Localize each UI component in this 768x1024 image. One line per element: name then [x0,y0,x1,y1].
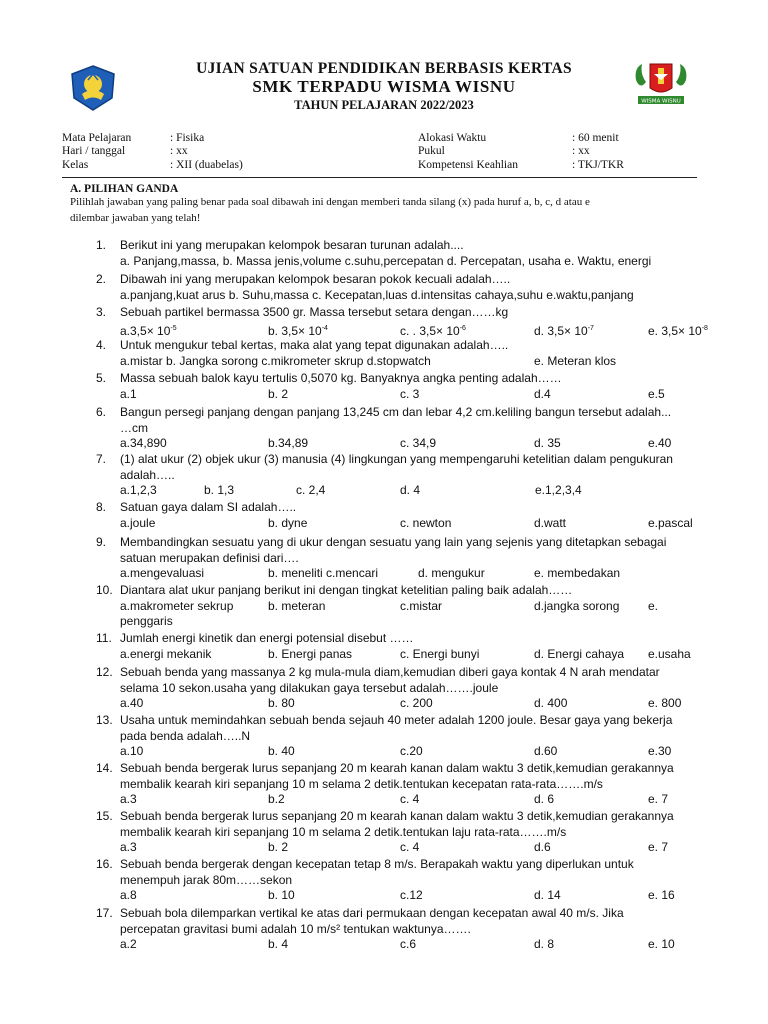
info-label: Pukul [418,145,445,158]
answer-option[interactable]: b. 2 [268,386,289,401]
answer-option[interactable]: d. 400 [534,696,568,710]
question-text: satuan merupakan definisi dari…. [120,550,299,565]
question-number: 3. [96,305,107,319]
info-value: : Fisika [170,132,205,144]
answer-option[interactable]: d. Energi cahaya [534,646,625,661]
answer-option[interactable]: b. 80 [268,696,295,710]
header-divider [62,177,697,178]
answer-option[interactable]: c. 4 [400,840,420,854]
answer-option[interactable]: d. 8 [534,937,555,951]
section-title: A. PILIHAN GANDA [70,183,179,195]
question-text: (1) alat ukur (2) objek ukur (3) manusia (4) lingkungan yang mempengaruhi ketelitian dalam pengukuran [120,452,673,466]
question-text: selama 10 sekon.usaha yang dilakukan gaya tersebut adalah…….joule [120,680,499,695]
answer-option[interactable]: d.60 [534,744,558,758]
answer-option[interactable]: e.1,2,3,4 [535,483,582,497]
answer-option[interactable]: e. 16 [648,888,675,902]
info-value: : TKJ/TKR [572,158,624,171]
question-number: 14. [96,761,113,775]
answer-option[interactable]: d. 14 [534,888,561,902]
exponent: -8 [701,324,708,332]
answer-option[interactable]: b. $3,5\times 10^{-4}$ [268,323,328,338]
answer-option[interactable]: c. 4 [400,792,420,806]
info-right [418,132,624,172]
answer-option[interactable]: b. 40 [268,744,295,758]
question-number: 16. [96,857,113,871]
answer-option[interactable]: e.pascal [648,515,693,530]
answer-option[interactable]: d. mengukur [418,566,485,580]
question-text: Sebuah benda bergerak lurus sepanjang 20 m kearah kanan dalam waktu 3 detik,kemudian gerakannya [120,761,674,775]
answer-option[interactable]: d. 4 [400,483,421,497]
exponent: -4 [321,324,328,332]
answer-option[interactable]: c. 34,9 [400,436,437,450]
answer-option[interactable]: d. $3,5\times 10^{-7}$ [534,323,594,338]
answer-option[interactable]: a. Panjang,massa, b. Massa jenis,volume c.suhu,percepatan d. Percepatan, usaha e. Waktu, energi [120,253,652,268]
header-line-1: UJIAN SATUAN PENDIDIKAN BERBASIS KERTAS [196,60,572,77]
answer-option[interactable]: c. Energi bunyi [400,646,480,661]
answer-option-continued: penggaris [120,614,173,628]
question-text: menempuh jarak 80m……sekon [120,872,293,887]
question-text: Usaha untuk memindahkan sebuah benda sejauh 40 meter adalah 1200 joule. Besar gaya yang bekerja [120,713,673,727]
question-number: 10. [96,583,113,597]
question-number: 12. [96,665,113,679]
exam-header [0,60,768,114]
answer-option[interactable]: e. membedakan [534,566,621,580]
answer-option[interactable]: e. 7 [648,840,669,854]
info-value: : xx [170,145,188,158]
answer-option[interactable]: e. Meteran klos [534,353,617,368]
answer-option[interactable]: a.mistar b. Jangka sorong c.mikrometer skrup d.stopwatch [120,353,431,368]
answer-option[interactable]: a.joule [120,515,156,530]
exponent: -5 [170,324,177,332]
question-text: Sebuah benda yang massanya 2 kg mula-mula diam,kemudian diberi gaya kontak 4 N arah mendatar [120,665,660,679]
answer-option[interactable]: d.jangka sorong [534,598,620,613]
info-value: : XII (duabelas) [170,158,243,171]
answer-option[interactable]: a.1,2,3 [120,483,157,497]
answer-option[interactable]: b.34,89 [268,436,309,450]
question-text: Dibawah ini yang merupakan kelompok besaran pokok kecuali adalah….. [120,272,511,286]
answer-option[interactable]: a.2 [120,937,137,951]
info-label: Hari / tanggal [62,145,126,158]
answer-option[interactable]: a.34,890 [120,436,167,450]
answer-option[interactable]: e. 10 [648,937,675,951]
answer-option[interactable]: a.panjang,kuat arus b. Suhu,massa c. Kecepatan,luas d.intensitas cahaya,suhu e.waktu,panjang [120,287,634,302]
info-value: : xx [572,145,590,158]
info-label: Mata Pelajaran [62,132,132,144]
question-text: Untuk mengukur tebal kertas, maka alat yang tepat digunakan adalah….. [120,338,509,352]
answer-option[interactable]: d.6 [534,840,551,854]
answer-option[interactable]: e. 7 [648,792,669,806]
question-number: 1. [96,238,107,252]
info-left [62,132,243,172]
answer-option[interactable]: b. 2 [268,840,289,854]
answer-option[interactable]: c. 200 [400,696,433,710]
answer-option[interactable]: d. 35 [534,436,561,450]
exponent: -6 [459,324,466,332]
question-text: membalik kearah kiri sepanjang 10 m selama 2 detik.tentukan kecepatan rata-rata…….m/s [120,776,603,791]
question-text: percepatan gravitasi bumi adalah 10 m/s² tentukan waktunya……. [120,921,471,936]
question-text: Jumlah energi kinetik dan energi potensial disebut …… [120,631,414,645]
answer-option[interactable]: e. $3,5\times 10^{-8}$ [648,323,708,338]
question-text: Sebuah benda bergerak lurus sepanjang 20 m kearah kanan dalam waktu 3 detik,kemudian gerakannya [120,809,674,823]
answer-option[interactable]: b. 1,3 [204,483,235,497]
answer-option[interactable]: b. meneliti c.mencari [268,566,379,580]
answer-option[interactable]: a.40 [120,696,144,710]
answer-option[interactable]: b. dyne [268,515,308,530]
answer-option[interactable]: c.6 [400,937,417,951]
question-number: 15. [96,809,113,823]
answer-option[interactable]: a.8 [120,888,137,902]
question-text: Sebuah partikel bermassa 3500 gr. Massa tersebut setara dengan……kg [120,305,509,319]
info-label: Alokasi Waktu [418,132,487,144]
info-label: Kelas [62,158,89,171]
answer-option[interactable]: b.2 [268,792,285,806]
answer-option[interactable]: e.30 [648,744,672,758]
answer-option[interactable]: a.energi mekanik [120,646,212,661]
answer-option[interactable]: d.4 [534,386,551,401]
question-number: 7. [96,452,107,466]
answer-option[interactable]: a.1 [120,386,137,401]
answer-option[interactable]: c.20 [400,744,423,758]
answer-option[interactable]: c. 3 [400,386,420,401]
question-text: adalah….. [120,467,175,482]
exponent: -7 [587,324,594,332]
question-text: Satuan gaya dalam SI adalah….. [120,500,297,514]
question-text: Sebuah benda bergerak dengan kecepatan tetap 8 m/s. Berapakah waktu yang diperlukan untuk [120,857,634,871]
question-number: 17. [96,906,113,920]
info-value: : 60 menit [572,132,619,144]
question-number: 6. [96,405,107,419]
answer-option[interactable]: a.3 [120,792,137,806]
instruction-line: dilembar jawaban yang telah! [70,212,201,224]
question-text: …cm [120,420,148,435]
question-text: Sebuah bola dilemparkan vertikal ke atas dari permukaan dengan kecepatan awal 40 m/s. Jika [120,906,624,920]
answer-option[interactable]: e.usaha [648,646,691,661]
answer-option[interactable]: e.40 [648,436,672,450]
answer-option[interactable]: e.5 [648,386,665,401]
answer-option[interactable]: c.mistar [400,598,442,613]
answer-option[interactable]: c. newton [400,515,452,530]
question-number: 2. [96,272,107,286]
answer-option[interactable]: b. 10 [268,888,295,902]
answer-option[interactable]: b. Energi panas [268,646,353,661]
answer-option[interactable]: c. 2,4 [296,483,326,497]
question-number: 13. [96,713,113,727]
school-name: SMK TERPADU WISMA WISNU [252,77,516,96]
info-label: Kompetensi Keahlian [418,158,518,171]
question-text: Berikut ini yang merupakan kelompok besaran turunan adalah.... [120,238,464,252]
question-text: membalik kearah kiri sepanjang 10 m selama 2 detik.tentukan laju rata-rata…….m/s [120,824,567,839]
answer-option[interactable]: b. meteran [268,598,326,613]
answer-option[interactable]: a.3 [120,840,137,854]
answer-option[interactable]: c. . $3,5\times 10^{-6}$ [400,323,466,338]
question-number: 11. [96,631,112,645]
question-text: Bangun persegi panjang dengan panjang 13,245 cm dan lebar 4,2 cm.keliling bangun tersebut adalah... [120,405,672,419]
answer-option[interactable]: b. 4 [268,937,289,951]
question-text: Membandingkan sesuatu yang di ukur dengan sesuatu yang lain yang sejenis yang ditetapkan sebagai [120,535,667,549]
answer-option[interactable]: $a.3,5\times 10^{-5}$ [120,323,177,338]
question-number: 9. [96,535,107,549]
answer-option[interactable]: d. 6 [534,792,555,806]
question-number: 8. [96,500,107,514]
instructions [70,196,690,228]
crest-text: WISMA WISNU [641,98,681,105]
answer-option[interactable]: a.10 [120,744,144,758]
answer-option[interactable]: a.mengevaluasi [120,566,205,580]
instruction-line: Pilihlah jawaban yang paling benar pada soal dibawah ini dengan memberi tanda silang (x) pada huruf a, b, c, d atau e [70,196,590,208]
answer-option[interactable]: d.watt [534,515,567,530]
answer-option[interactable]: a.makrometer sekrup [120,598,234,613]
answer-option[interactable]: e. [648,598,659,613]
question-text: Massa sebuah balok kayu tertulis 0,5070 kg. Banyaknya angka penting adalah…… [120,371,562,385]
answer-option[interactable]: c.12 [400,888,423,902]
question-number: 4. [96,338,107,352]
school-year: TAHUN PELAJARAN 2022/2023 [294,98,474,112]
question-text: Diantara alat ukur panjang berikut ini dengan tingkat ketelitian paling baik adalah…… [120,583,573,597]
question-number: 5. [96,371,107,385]
question-text: pada benda adalah…..N [120,728,251,743]
answer-option[interactable]: e. 800 [648,696,682,710]
